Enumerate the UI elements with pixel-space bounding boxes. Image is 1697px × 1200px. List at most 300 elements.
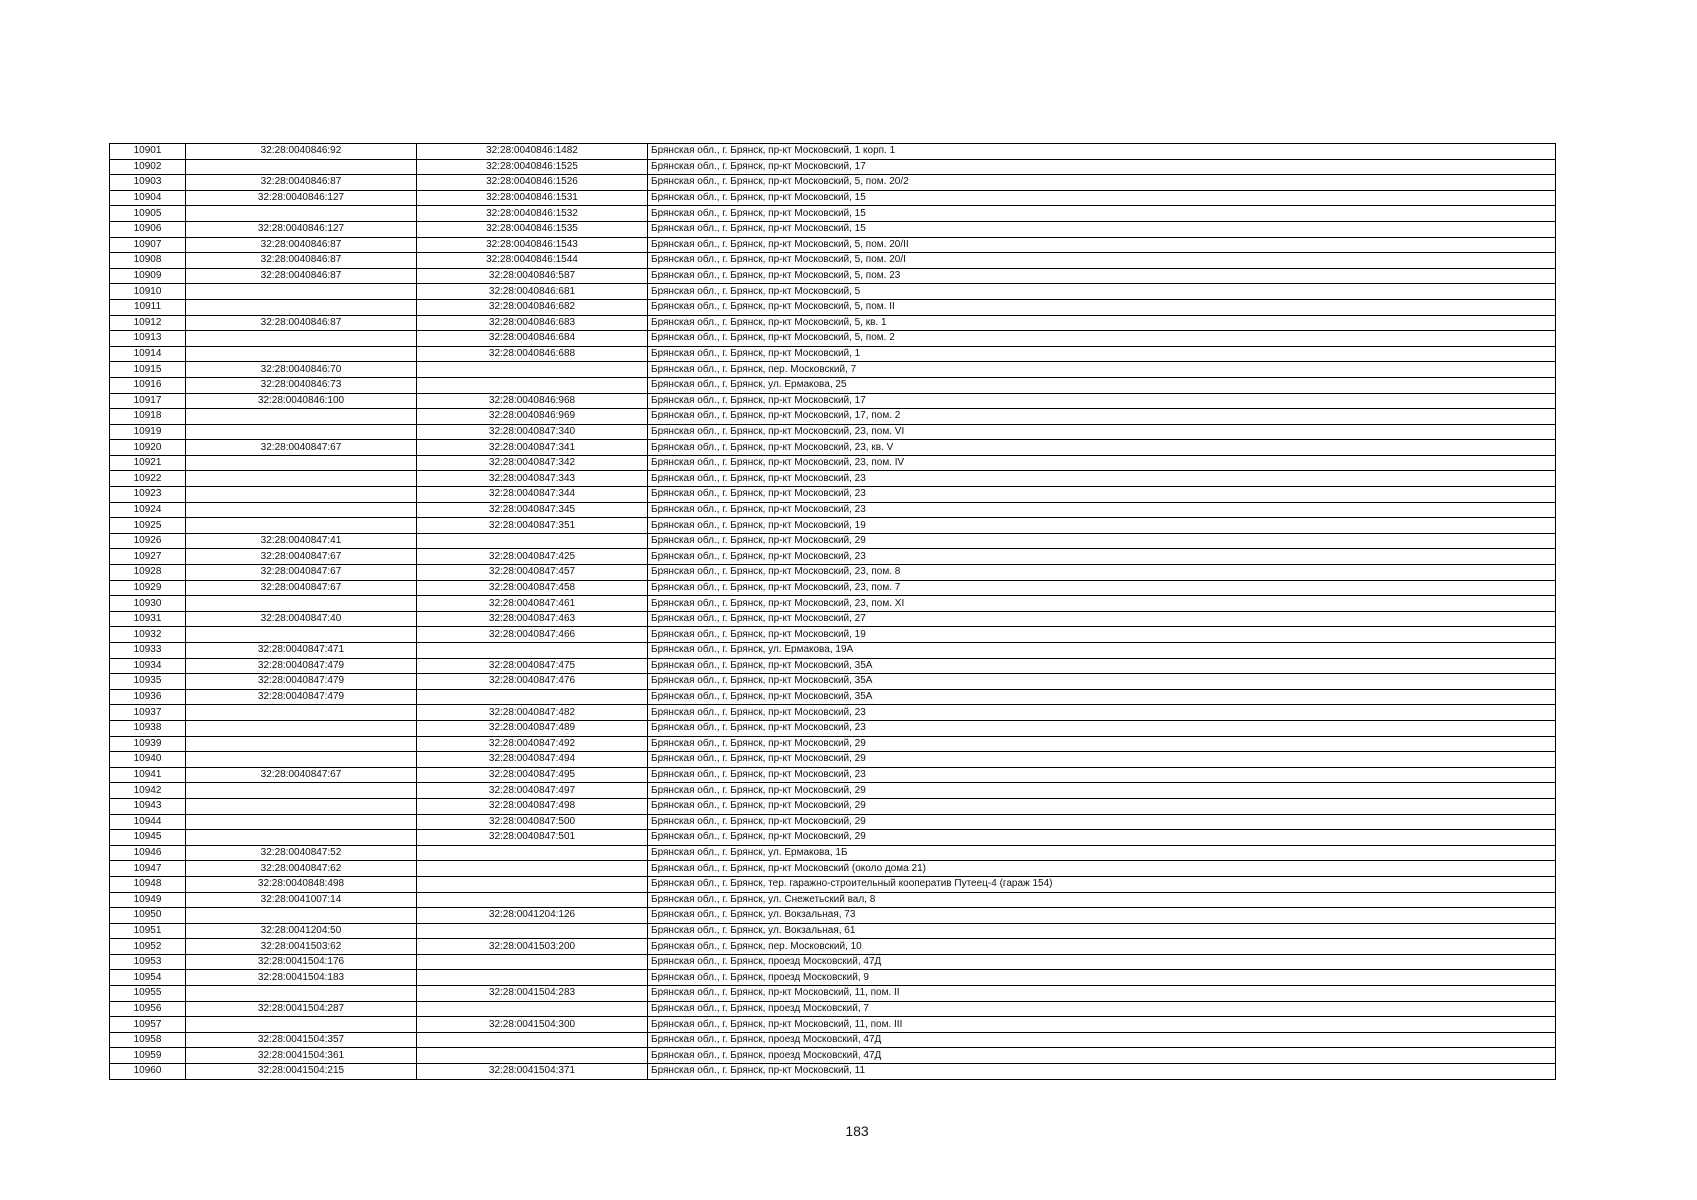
parent-cadastral-number-cell: 32:28:0040846:70 [186, 362, 417, 378]
table-row [110, 798, 1556, 814]
parent-cadastral-number-cell: 32:28:0040846:87 [186, 175, 417, 191]
cadastral-number-cell: 32:28:0040847:344 [417, 487, 648, 503]
table-row [110, 611, 1556, 627]
row-number-cell: 10915 [110, 362, 186, 378]
row-number-cell: 10960 [110, 1064, 186, 1080]
row-number-cell: 10908 [110, 253, 186, 269]
parent-cadastral-number-cell [186, 487, 417, 503]
cadastral-number-cell: 32:28:0040847:498 [417, 798, 648, 814]
row-number-cell: 10933 [110, 643, 186, 659]
table-row [110, 596, 1556, 612]
table-row [110, 284, 1556, 300]
table-row [110, 783, 1556, 799]
table-row [110, 159, 1556, 175]
row-number-cell: 10919 [110, 424, 186, 440]
address-cell: Брянская обл., г. Брянск, пр-кт Московский, 17, пом. 2 [648, 409, 1556, 425]
address-cell: Брянская обл., г. Брянск, тер. гаражно-строительный кооператив Путеец-4 (гараж 154) [648, 876, 1556, 892]
cadastral-number-cell: 32:28:0040847:345 [417, 502, 648, 518]
parent-cadastral-number-cell [186, 596, 417, 612]
address-cell: Брянская обл., г. Брянск, пр-кт Московский, 29 [648, 814, 1556, 830]
address-cell: Брянская обл., г. Брянск, пр-кт Московский, 23 [648, 705, 1556, 721]
table-row [110, 814, 1556, 830]
row-number-cell: 10940 [110, 752, 186, 768]
table-row [110, 221, 1556, 237]
table-row [110, 518, 1556, 534]
parent-cadastral-number-cell: 32:28:0040847:479 [186, 689, 417, 705]
table-row [110, 720, 1556, 736]
table-row [110, 643, 1556, 659]
parent-cadastral-number-cell [186, 206, 417, 222]
row-number-cell: 10956 [110, 1001, 186, 1017]
address-cell: Брянская обл., г. Брянск, пр-кт Московский, 15 [648, 221, 1556, 237]
parent-cadastral-number-cell [186, 736, 417, 752]
address-cell: Брянская обл., г. Брянск, пр-кт Московский, 5, пом. II [648, 299, 1556, 315]
cadastral-number-cell: 32:28:0040846:587 [417, 268, 648, 284]
address-cell: Брянская обл., г. Брянск, ул. Вокзальная, 61 [648, 923, 1556, 939]
address-cell: Брянская обл., г. Брянск, пр-кт Московский, 29 [648, 533, 1556, 549]
table-row [110, 502, 1556, 518]
address-cell: Брянская обл., г. Брянск, пр-кт Московский, 5, пом. 20/I [648, 253, 1556, 269]
parent-cadastral-number-cell [186, 409, 417, 425]
row-number-cell: 10932 [110, 627, 186, 643]
row-number-cell: 10946 [110, 845, 186, 861]
row-number-cell: 10928 [110, 565, 186, 581]
row-number-cell: 10938 [110, 720, 186, 736]
address-cell: Брянская обл., г. Брянск, пр-кт Московский, 29 [648, 736, 1556, 752]
row-number-cell: 10949 [110, 892, 186, 908]
table-row [110, 331, 1556, 347]
address-cell: Брянская обл., г. Брянск, пр-кт Московский, 1 корп. 1 [648, 144, 1556, 160]
row-number-cell: 10925 [110, 518, 186, 534]
address-cell: Брянская обл., г. Брянск, пр-кт Московский, 23, пом. 8 [648, 565, 1556, 581]
cadastral-number-cell: 32:28:0040847:341 [417, 440, 648, 456]
parent-cadastral-number-cell [186, 346, 417, 362]
row-number-cell: 10902 [110, 159, 186, 175]
address-cell: Брянская обл., г. Брянск, проезд Московский, 47Д [648, 1032, 1556, 1048]
row-number-cell: 10917 [110, 393, 186, 409]
parent-cadastral-number-cell: 32:28:0040846:73 [186, 377, 417, 393]
table-row [110, 268, 1556, 284]
table-body [110, 144, 1556, 1080]
parent-cadastral-number-cell [186, 518, 417, 534]
table-row [110, 1048, 1556, 1064]
cadastral-number-cell: 32:28:0040846:683 [417, 315, 648, 331]
parent-cadastral-number-cell [186, 1017, 417, 1033]
table-row [110, 767, 1556, 783]
address-cell: Брянская обл., г. Брянск, пр-кт Московский, 5, пом. 23 [648, 268, 1556, 284]
address-cell: Брянская обл., г. Брянск, пр-кт Московский, 17 [648, 159, 1556, 175]
cadastral-number-cell: 32:28:0040846:1535 [417, 221, 648, 237]
parent-cadastral-number-cell [186, 284, 417, 300]
cadastral-number-cell [417, 643, 648, 659]
cadastral-number-cell: 32:28:0041504:371 [417, 1064, 648, 1080]
address-cell: Брянская обл., г. Брянск, пр-кт Московский, 27 [648, 611, 1556, 627]
cadastral-number-cell: 32:28:0040846:1482 [417, 144, 648, 160]
parent-cadastral-number-cell: 32:28:0040847:52 [186, 845, 417, 861]
cadastral-number-cell [417, 923, 648, 939]
parent-cadastral-number-cell: 32:28:0040847:67 [186, 565, 417, 581]
address-cell: Брянская обл., г. Брянск, пр-кт Московский, 5 [648, 284, 1556, 300]
row-number-cell: 10929 [110, 580, 186, 596]
address-cell: Брянская обл., г. Брянск, ул. Снежетьский вал, 8 [648, 892, 1556, 908]
row-number-cell: 10912 [110, 315, 186, 331]
parent-cadastral-number-cell [186, 752, 417, 768]
table-row [110, 377, 1556, 393]
table-row [110, 315, 1556, 331]
cadastral-number-cell [417, 533, 648, 549]
cadastral-number-cell [417, 689, 648, 705]
parent-cadastral-number-cell [186, 783, 417, 799]
row-number-cell: 10916 [110, 377, 186, 393]
address-cell: Брянская обл., г. Брянск, пр-кт Московский, 29 [648, 798, 1556, 814]
address-cell: Брянская обл., г. Брянск, проезд Московский, 47Д [648, 954, 1556, 970]
cadastral-number-cell: 32:28:0040847:492 [417, 736, 648, 752]
address-cell: Брянская обл., г. Брянск, пр-кт Московский, 11, пом. III [648, 1017, 1556, 1033]
parent-cadastral-number-cell: 32:28:0040847:62 [186, 861, 417, 877]
table-row [110, 471, 1556, 487]
cadastral-number-cell: 32:28:0040846:682 [417, 299, 648, 315]
row-number-cell: 10958 [110, 1032, 186, 1048]
parent-cadastral-number-cell: 32:28:0041504:215 [186, 1064, 417, 1080]
cadastral-number-cell: 32:28:0040847:425 [417, 549, 648, 565]
table-row [110, 580, 1556, 596]
address-cell: Брянская обл., г. Брянск, пр-кт Московский, 5, пом. 20/II [648, 237, 1556, 253]
address-cell: Брянская обл., г. Брянск, пр-кт Московский, 23, кв. V [648, 440, 1556, 456]
table-row [110, 1032, 1556, 1048]
table-row [110, 986, 1556, 1002]
row-number-cell: 10942 [110, 783, 186, 799]
table-row [110, 190, 1556, 206]
cadastral-number-cell: 32:28:0040846:1526 [417, 175, 648, 191]
address-cell: Брянская обл., г. Брянск, пр-кт Московский, 19 [648, 518, 1556, 534]
cadastral-number-cell [417, 1032, 648, 1048]
cadastral-number-cell: 32:28:0040847:466 [417, 627, 648, 643]
parent-cadastral-number-cell: 32:28:0041504:287 [186, 1001, 417, 1017]
table-row [110, 861, 1556, 877]
parent-cadastral-number-cell [186, 471, 417, 487]
row-number-cell: 10920 [110, 440, 186, 456]
parent-cadastral-number-cell [186, 798, 417, 814]
parent-cadastral-number-cell: 32:28:0040847:471 [186, 643, 417, 659]
row-number-cell: 10914 [110, 346, 186, 362]
table-row [110, 876, 1556, 892]
table-row [110, 455, 1556, 471]
table-row [110, 970, 1556, 986]
row-number-cell: 10957 [110, 1017, 186, 1033]
row-number-cell: 10941 [110, 767, 186, 783]
address-cell: Брянская обл., г. Брянск, ул. Ермакова, 1Б [648, 845, 1556, 861]
address-cell: Брянская обл., г. Брянск, ул. Ермакова, 25 [648, 377, 1556, 393]
address-cell: Брянская обл., г. Брянск, пр-кт Московский, 5, пом. 2 [648, 331, 1556, 347]
cadastral-number-cell [417, 861, 648, 877]
table-row [110, 1064, 1556, 1080]
cadastral-number-cell: 32:28:0041504:300 [417, 1017, 648, 1033]
cadastral-number-cell: 32:28:0040847:461 [417, 596, 648, 612]
row-number-cell: 10918 [110, 409, 186, 425]
cadastral-number-cell: 32:28:0041204:126 [417, 908, 648, 924]
address-cell: Брянская обл., г. Брянск, пр-кт Московский, 23, пом. VI [648, 424, 1556, 440]
table-row [110, 705, 1556, 721]
cadastral-number-cell: 32:28:0040846:681 [417, 284, 648, 300]
parent-cadastral-number-cell: 32:28:0040846:100 [186, 393, 417, 409]
table-row [110, 954, 1556, 970]
address-cell: Брянская обл., г. Брянск, пер. Московский, 7 [648, 362, 1556, 378]
address-cell: Брянская обл., г. Брянск, проезд Московский, 47Д [648, 1048, 1556, 1064]
row-number-cell: 10909 [110, 268, 186, 284]
address-cell: Брянская обл., г. Брянск, пр-кт Московский, 23 [648, 487, 1556, 503]
address-cell: Брянская обл., г. Брянск, пр-кт Московский, 5, кв. 1 [648, 315, 1556, 331]
parent-cadastral-number-cell: 32:28:0040847:67 [186, 440, 417, 456]
row-number-cell: 10936 [110, 689, 186, 705]
address-cell: Брянская обл., г. Брянск, пр-кт Московский, 15 [648, 190, 1556, 206]
table-row [110, 237, 1556, 253]
cadastral-number-cell: 32:28:0040847:463 [417, 611, 648, 627]
cadastral-number-cell: 32:28:0040847:343 [417, 471, 648, 487]
parent-cadastral-number-cell [186, 720, 417, 736]
address-cell: Брянская обл., г. Брянск, пр-кт Московский, 29 [648, 752, 1556, 768]
row-number-cell: 10906 [110, 221, 186, 237]
table-row [110, 424, 1556, 440]
table-row [110, 736, 1556, 752]
cadastral-number-cell: 32:28:0040847:342 [417, 455, 648, 471]
cadastral-number-cell: 32:28:0041503:200 [417, 939, 648, 955]
table-row [110, 939, 1556, 955]
address-cell: Брянская обл., г. Брянск, пр-кт Московский, 23 [648, 720, 1556, 736]
cadastral-number-cell [417, 892, 648, 908]
table-row [110, 299, 1556, 315]
row-number-cell: 10901 [110, 144, 186, 160]
parent-cadastral-number-cell: 32:28:0040847:479 [186, 674, 417, 690]
address-cell: Брянская обл., г. Брянск, пр-кт Московский, 5, пом. 20/2 [648, 175, 1556, 191]
address-cell: Брянская обл., г. Брянск, пр-кт Московский, 29 [648, 830, 1556, 846]
table-row [110, 487, 1556, 503]
parent-cadastral-number-cell [186, 455, 417, 471]
table-row [110, 845, 1556, 861]
cadastral-number-cell: 32:28:0040847:340 [417, 424, 648, 440]
cadastral-number-cell: 32:28:0040846:1543 [417, 237, 648, 253]
parent-cadastral-number-cell: 32:28:0041504:361 [186, 1048, 417, 1064]
address-cell: Брянская обл., г. Брянск, пр-кт Московский, 23 [648, 767, 1556, 783]
cadastral-number-cell [417, 1001, 648, 1017]
cadastral-number-cell: 32:28:0040847:495 [417, 767, 648, 783]
cadastral-number-cell: 32:28:0040847:497 [417, 783, 648, 799]
table-row [110, 393, 1556, 409]
address-cell: Брянская обл., г. Брянск, пр-кт Московский, 1 [648, 346, 1556, 362]
cadastral-number-cell: 32:28:0040847:501 [417, 830, 648, 846]
address-cell: Брянская обл., г. Брянск, ул. Ермакова, 19А [648, 643, 1556, 659]
row-number-cell: 10959 [110, 1048, 186, 1064]
parent-cadastral-number-cell: 32:28:0041504:183 [186, 970, 417, 986]
row-number-cell: 10947 [110, 861, 186, 877]
row-number-cell: 10907 [110, 237, 186, 253]
row-number-cell: 10935 [110, 674, 186, 690]
parent-cadastral-number-cell: 32:28:0040846:87 [186, 315, 417, 331]
row-number-cell: 10926 [110, 533, 186, 549]
cadastral-number-cell: 32:28:0040846:1525 [417, 159, 648, 175]
cadastral-number-cell: 32:28:0040846:1531 [417, 190, 648, 206]
parent-cadastral-number-cell [186, 299, 417, 315]
row-number-cell: 10951 [110, 923, 186, 939]
parent-cadastral-number-cell: 32:28:0041503:62 [186, 939, 417, 955]
address-cell: Брянская обл., г. Брянск, проезд Московский, 9 [648, 970, 1556, 986]
address-cell: Брянская обл., г. Брянск, пр-кт Московский, 35А [648, 658, 1556, 674]
parent-cadastral-number-cell: 32:28:0040847:479 [186, 658, 417, 674]
row-number-cell: 10953 [110, 954, 186, 970]
address-cell: Брянская обл., г. Брянск, пр-кт Московский, 23 [648, 471, 1556, 487]
table-row [110, 533, 1556, 549]
address-cell: Брянская обл., г. Брянск, пр-кт Московский, 17 [648, 393, 1556, 409]
page-number: 183 [845, 1123, 869, 1139]
address-cell: Брянская обл., г. Брянск, пр-кт Московский, 15 [648, 206, 1556, 222]
cadastral-number-cell [417, 362, 648, 378]
address-cell: Брянская обл., г. Брянск, пр-кт Московский, 29 [648, 783, 1556, 799]
table-row [110, 627, 1556, 643]
cadastral-number-cell: 32:28:0040847:351 [417, 518, 648, 534]
table-row [110, 440, 1556, 456]
cadastral-number-cell: 32:28:0040846:684 [417, 331, 648, 347]
cadastral-number-cell: 32:28:0040846:1532 [417, 206, 648, 222]
table-row [110, 658, 1556, 674]
table-row [110, 1017, 1556, 1033]
address-cell: Брянская обл., г. Брянск, пр-кт Московский, 23, пом. IV [648, 455, 1556, 471]
address-cell: Брянская обл., г. Брянск, пр-кт Московский, 23 [648, 502, 1556, 518]
parent-cadastral-number-cell [186, 908, 417, 924]
address-cell: Брянская обл., г. Брянск, пр-кт Московский, 23, пом. 7 [648, 580, 1556, 596]
parent-cadastral-number-cell: 32:28:0040846:87 [186, 237, 417, 253]
parent-cadastral-number-cell: 32:28:0041204:50 [186, 923, 417, 939]
parent-cadastral-number-cell: 32:28:0041504:357 [186, 1032, 417, 1048]
cadastral-number-cell: 32:28:0040847:457 [417, 565, 648, 581]
row-number-cell: 10954 [110, 970, 186, 986]
parent-cadastral-number-cell [186, 986, 417, 1002]
table-row [110, 362, 1556, 378]
parent-cadastral-number-cell: 32:28:0040847:41 [186, 533, 417, 549]
cadastral-number-cell [417, 377, 648, 393]
table-row [110, 752, 1556, 768]
cadastral-number-cell: 32:28:0040847:482 [417, 705, 648, 721]
parent-cadastral-number-cell: 32:28:0040847:67 [186, 549, 417, 565]
cadastral-number-cell: 32:28:0040847:458 [417, 580, 648, 596]
parent-cadastral-number-cell: 32:28:0040847:67 [186, 767, 417, 783]
row-number-cell: 10910 [110, 284, 186, 300]
cadastral-number-cell: 32:28:0040847:476 [417, 674, 648, 690]
cadastral-number-cell: 32:28:0040847:500 [417, 814, 648, 830]
parent-cadastral-number-cell [186, 705, 417, 721]
table-row [110, 409, 1556, 425]
parent-cadastral-number-cell [186, 424, 417, 440]
row-number-cell: 10952 [110, 939, 186, 955]
row-number-cell: 10904 [110, 190, 186, 206]
row-number-cell: 10934 [110, 658, 186, 674]
table-row [110, 674, 1556, 690]
row-number-cell: 10943 [110, 798, 186, 814]
row-number-cell: 10921 [110, 455, 186, 471]
row-number-cell: 10950 [110, 908, 186, 924]
cadastral-number-cell: 32:28:0040847:475 [417, 658, 648, 674]
address-cell: Брянская обл., г. Брянск, пер. Московский, 10 [648, 939, 1556, 955]
cadastral-number-cell: 32:28:0040846:969 [417, 409, 648, 425]
row-number-cell: 10911 [110, 299, 186, 315]
address-cell: Брянская обл., г. Брянск, пр-кт Московский, 19 [648, 627, 1556, 643]
row-number-cell: 10937 [110, 705, 186, 721]
cadastral-number-cell: 32:28:0040846:1544 [417, 253, 648, 269]
table-row [110, 175, 1556, 191]
table-row [110, 253, 1556, 269]
parent-cadastral-number-cell: 32:28:0040846:87 [186, 253, 417, 269]
row-number-cell: 10922 [110, 471, 186, 487]
row-number-cell: 10931 [110, 611, 186, 627]
cadastral-number-cell: 32:28:0040847:494 [417, 752, 648, 768]
parent-cadastral-number-cell [186, 502, 417, 518]
parent-cadastral-number-cell: 32:28:0040846:92 [186, 144, 417, 160]
address-cell: Брянская обл., г. Брянск, пр-кт Московский, 35А [648, 674, 1556, 690]
cadastral-number-cell: 32:28:0040846:968 [417, 393, 648, 409]
row-number-cell: 10945 [110, 830, 186, 846]
table-row [110, 346, 1556, 362]
address-cell: Брянская обл., г. Брянск, проезд Московский, 7 [648, 1001, 1556, 1017]
cadastral-number-cell: 32:28:0040846:688 [417, 346, 648, 362]
table-row [110, 923, 1556, 939]
parent-cadastral-number-cell: 32:28:0041007:14 [186, 892, 417, 908]
row-number-cell: 10944 [110, 814, 186, 830]
parent-cadastral-number-cell [186, 331, 417, 347]
table-row [110, 908, 1556, 924]
parent-cadastral-number-cell: 32:28:0040847:67 [186, 580, 417, 596]
parent-cadastral-number-cell: 32:28:0040846:127 [186, 190, 417, 206]
address-cell: Брянская обл., г. Брянск, пр-кт Московский, 23 [648, 549, 1556, 565]
parent-cadastral-number-cell: 32:28:0040846:87 [186, 268, 417, 284]
address-cell: Брянская обл., г. Брянск, пр-кт Московский, 23, пом. XI [648, 596, 1556, 612]
row-number-cell: 10948 [110, 876, 186, 892]
table-row [110, 549, 1556, 565]
table-row [110, 1001, 1556, 1017]
table-row [110, 206, 1556, 222]
address-cell: Брянская обл., г. Брянск, пр-кт Московский, 11, пом. II [648, 986, 1556, 1002]
parent-cadastral-number-cell [186, 627, 417, 643]
table-row [110, 144, 1556, 160]
row-number-cell: 10913 [110, 331, 186, 347]
cadastral-number-cell: 32:28:0040847:489 [417, 720, 648, 736]
table-row [110, 565, 1556, 581]
row-number-cell: 10955 [110, 986, 186, 1002]
parent-cadastral-number-cell [186, 814, 417, 830]
address-cell: Брянская обл., г. Брянск, пр-кт Московский (около дома 21) [648, 861, 1556, 877]
row-number-cell: 10905 [110, 206, 186, 222]
parent-cadastral-number-cell: 32:28:0040847:40 [186, 611, 417, 627]
address-cell: Брянская обл., г. Брянск, пр-кт Московский, 11 [648, 1064, 1556, 1080]
parent-cadastral-number-cell: 32:28:0040848:498 [186, 876, 417, 892]
row-number-cell: 10923 [110, 487, 186, 503]
table-row [110, 892, 1556, 908]
cadastral-number-cell [417, 1048, 648, 1064]
address-cell: Брянская обл., г. Брянск, ул. Вокзальная, 73 [648, 908, 1556, 924]
cadastral-number-cell [417, 845, 648, 861]
parent-cadastral-number-cell [186, 830, 417, 846]
row-number-cell: 10930 [110, 596, 186, 612]
row-number-cell: 10924 [110, 502, 186, 518]
row-number-cell: 10927 [110, 549, 186, 565]
row-number-cell: 10939 [110, 736, 186, 752]
table-row [110, 689, 1556, 705]
property-table [109, 143, 1556, 1080]
cadastral-number-cell: 32:28:0041504:283 [417, 986, 648, 1002]
address-cell: Брянская обл., г. Брянск, пр-кт Московский, 35А [648, 689, 1556, 705]
cadastral-number-cell [417, 876, 648, 892]
parent-cadastral-number-cell: 32:28:0040846:127 [186, 221, 417, 237]
parent-cadastral-number-cell [186, 159, 417, 175]
cadastral-number-cell [417, 954, 648, 970]
parent-cadastral-number-cell: 32:28:0041504:176 [186, 954, 417, 970]
